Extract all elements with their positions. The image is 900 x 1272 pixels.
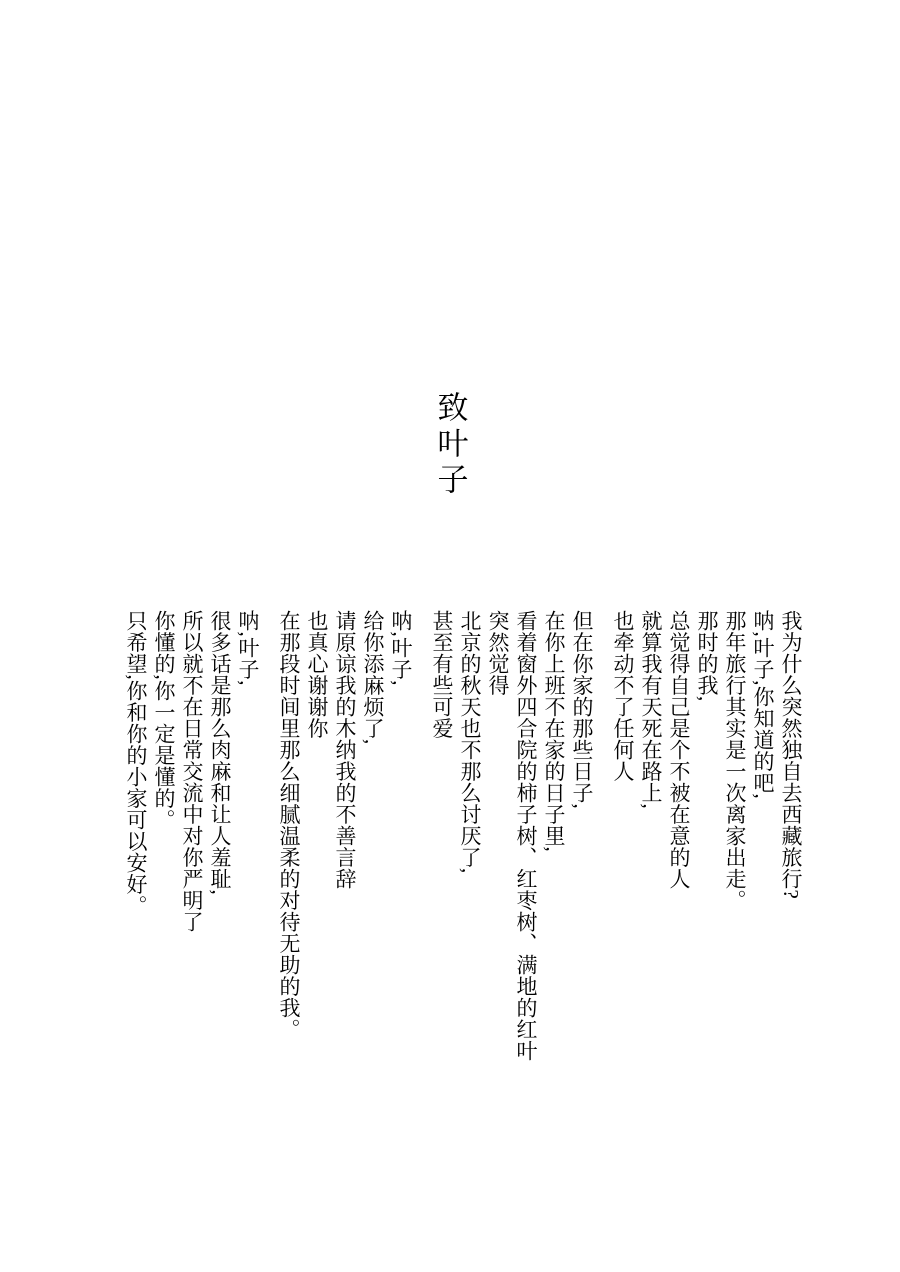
- text-line: 就算我有天死在路上,: [639, 610, 663, 810]
- text-line: 但在你家的那些日子,: [570, 610, 594, 810]
- text-line: 所以就不在日常交流中对你严明了: [180, 610, 204, 933]
- stanza: [428, 610, 596, 1062]
- text-line: 呐,叶子,你知道的吧,: [751, 610, 775, 800]
- text-line: 看着窗外四合院的柿子树、红枣树、满地的红叶: [514, 610, 538, 1062]
- page-title: 致叶子: [432, 391, 468, 499]
- text-line: 给你添麻烦了,: [361, 610, 385, 745]
- text-line: 你懂的,你一定是懂的。: [152, 610, 176, 831]
- text-line: 北京的秋天也不那么讨厌了,: [458, 610, 482, 874]
- text-line: 也牵动不了任何人: [611, 610, 635, 782]
- text-line: 呐,叶子,: [389, 610, 413, 686]
- text-line: 很多话是那么肉麻和让人羞耻,: [208, 610, 232, 896]
- text-line: 只希望,你和你的小家可以安好。: [124, 610, 148, 917]
- letter-body: [122, 610, 805, 1062]
- text-line: 甚至有些可爱: [430, 610, 454, 739]
- stanza: [122, 610, 262, 1058]
- text-line: 那年旅行其实是一次离家出走。: [723, 610, 747, 911]
- text-line: 我为什么突然独自去西藏旅行?: [779, 610, 803, 900]
- text-line: 在你上班不在家的日子里,: [542, 610, 566, 853]
- stanza: [609, 610, 805, 1058]
- text-line: 总觉得自己是个不被在意的人: [667, 610, 691, 890]
- text-line: 突然觉得: [486, 610, 510, 696]
- text-line: 也真心谢谢你: [305, 610, 329, 739]
- text-line: 在那段时间里那么细腻温柔的对待无助的我。: [277, 610, 301, 1040]
- text-line: 呐,叶子,: [236, 610, 260, 686]
- stanza: [275, 610, 415, 1058]
- text-line: 那时的我,: [695, 610, 719, 702]
- text-line: 请原谅我的木纳我的不善言辞: [333, 610, 357, 890]
